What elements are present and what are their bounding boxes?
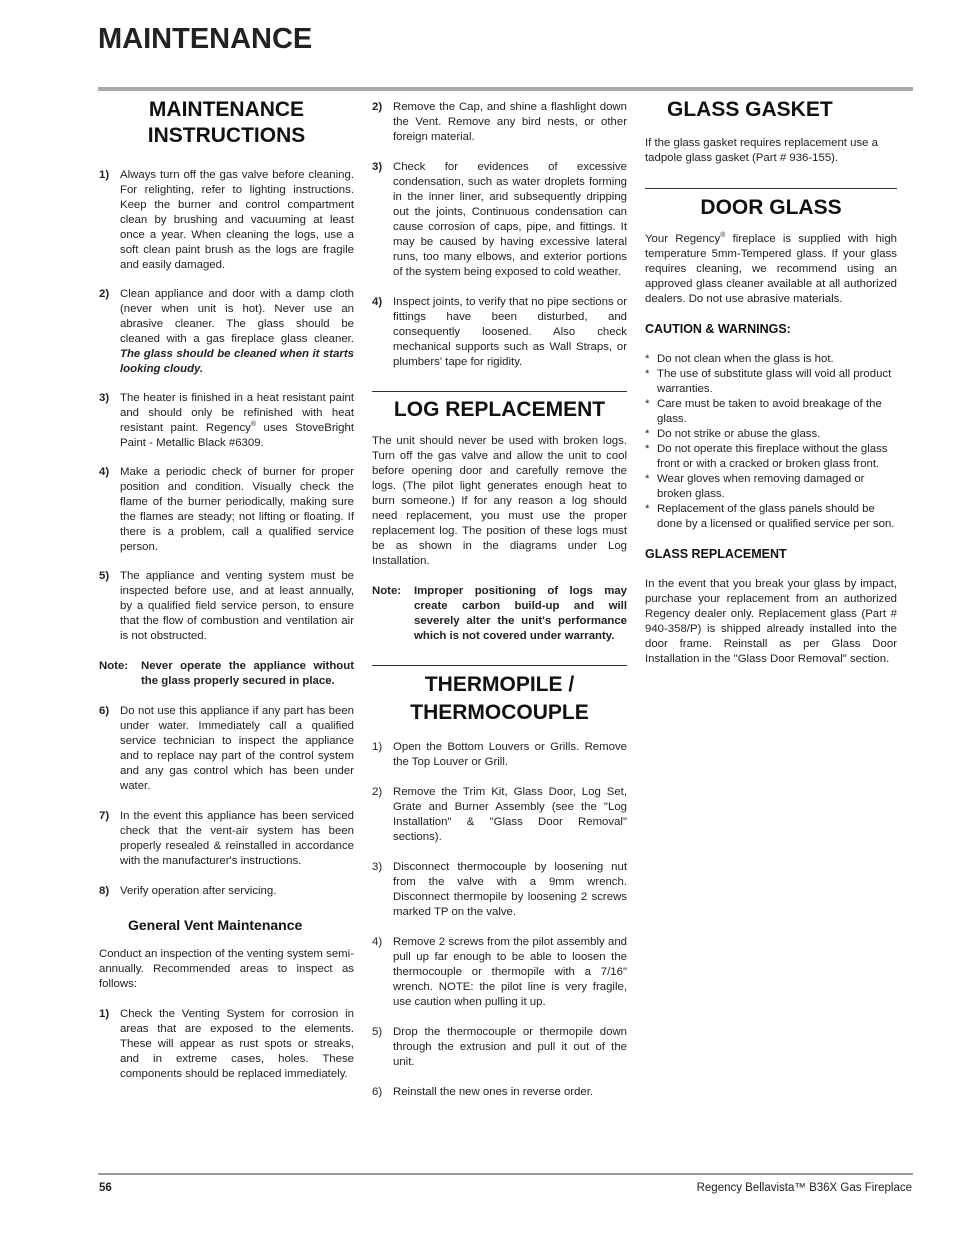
page-title: MAINTENANCE	[98, 23, 313, 55]
glass-gasket-title: GLASS GASKET	[667, 98, 833, 121]
log-replacement-title: LOG REPLACEMENT	[393, 398, 606, 421]
list-item: 2) Clean appliance and door with a damp cloth (never when unit is hot). Never use an abrasive cleaner. The glass should be cleaned with a gas fireplace glass cleaner. The glass should be cleaned when it starts looking cloudy.	[99, 288, 354, 375]
thermopile-title: THERMOPILE / THERMOCOUPLE	[410, 673, 589, 724]
list-item: 3) Disconnect thermocouple by loosening nut from the valve with a 9mm wrench. Disconnect thermopile by loosening 2 screws marked TP on the valve.	[372, 861, 627, 918]
list-item: 6) Reinstall the new ones in reverse order.	[372, 1086, 594, 1098]
glass-note: Note: Never operate the appliance without the glass properly secured in place.	[99, 660, 354, 687]
list-item: 8) Verify operation after servicing.	[99, 885, 277, 897]
general-vent-maintenance-heading: General Vent Maintenance	[128, 917, 303, 933]
glass-replacement-body: In the event that you break your glass by impact, purchase your replacement from an authorized Regency dealer only. Replacement glass (Part # 940-358/P) is shipped already installed into the door frame. Reinstall as per Glass Door Installation in the "Glass Door Removal" section.	[645, 578, 897, 665]
door-glass-title: DOOR GLASS	[700, 196, 842, 219]
list-item: 5) The appliance and venting system must be inspected before use, and at least annually, by a qualified field service person, to ensure that the flow of combustion and ventilation air is not obstructed.	[99, 570, 354, 642]
column-left	[99, 96, 354, 1082]
door-glass-section	[645, 195, 897, 667]
maintenance-instructions-section	[99, 97, 354, 1082]
list-item: * Do not operate this fireplace without the glass front or with a cracked or broken glass front.	[645, 443, 888, 470]
list-item: 1) Open the Bottom Louvers or Grills. Remove the Top Louver or Grill.	[372, 741, 627, 768]
list-item: 1) Always turn off the gas valve before cleaning. For relighting, refer to lighting instructions. Keep the burner and control compartment clean by brushing and vacuuming at least once a year. When cleaning the logs, use a soft clean paint brush as the logs are fragile and easily damaged.	[99, 169, 354, 271]
list-item: 1) Check the Venting System for corrosion in areas that are exposed to the elements. These will appear as rust spots or streaks, and in extreme cases, holes. These components should be replaced immediately.	[99, 1008, 354, 1080]
list-item: 5) Drop the thermocouple or thermopile down through the extrusion and pull it out of the unit.	[372, 1026, 627, 1068]
footer-divider	[98, 1173, 913, 1175]
section-divider	[372, 391, 627, 392]
list-item: * Care must be taken to avoid breakage of the glass.	[645, 398, 882, 425]
caution-list	[645, 352, 897, 532]
list-item: * Wear gloves when removing damaged or broken glass.	[645, 473, 865, 500]
list-item: 4) Make a periodic check of burner for proper position and condition. Visually check the flame of the burner periodically, making sure the flames are steady; not lifting or floating. If there is a problem, call a qualified service person.	[99, 466, 354, 553]
footer-product-name: Regency Bellavista™ B36X Gas Fireplace	[696, 1182, 912, 1194]
section-divider	[645, 188, 897, 189]
list-item: * Replacement of the glass panels should be done by a licensed or qualified service per son.	[645, 503, 895, 530]
glass-gasket-body: If the glass gasket requires replacement use a tadpole glass gasket (Part # 936-155).	[645, 137, 879, 164]
list-item: 4) Inspect joints, to verify that no pipe sections or fittings have been disturbed, and consequently loosened. Also check mechanical supports such as Wall Straps, or plumbers' tape for rigidity.	[372, 296, 627, 368]
list-item: 4) Remove 2 screws from the pilot assembly and pull up far enough to be able to loosen the thermocouple or thermopile with a 7/16" wrench. NOTE: the pilot line is very fragile, use caution when pulling it up.	[372, 936, 627, 1008]
list-item: 3) The heater is finished in a heat resistant paint and should only be refinished with heat resistant paint. Regency® uses StoveBright Paint - Metallic Black #6309.	[99, 392, 354, 449]
section-divider	[372, 665, 627, 666]
list-item: * Do not strike or abuse the glass.	[645, 428, 821, 440]
maintenance-instructions-title: MAINTENANCE INSTRUCTIONS	[147, 98, 306, 147]
vent-intro: Conduct an inspection of the venting system semi-annually. Recommended areas to inspect as follows:	[99, 948, 354, 990]
door-glass-body: Your Regency® fireplace is supplied with high temperature 5mm-Tempered glass. If your glass requires cleaning, we recommend using an approved glass cleaner available at all authorized dealers. Do not use abrasive materials.	[645, 232, 898, 305]
list-item: * The use of substitute glass will void all product warranties.	[645, 368, 892, 395]
glass-replacement-heading: GLASS REPLACEMENT	[645, 547, 787, 561]
list-item: 6) Do not use this appliance if any part has been under water. Immediately call a qualified service technician to inspect the appliance and to replace nay part of the control system and any gas control which has been under water.	[99, 705, 354, 792]
glass-gasket-section	[645, 97, 897, 166]
log-replacement-section	[372, 397, 627, 644]
log-note: Note: Improper positioning of logs may create carbon build-up and will severely alter the unit's performance which is not covered under warranty.	[372, 585, 627, 642]
list-item: 2) Remove the Cap, and shine a flashlight down the Vent. Remove any bird nests, or other foreign material.	[372, 101, 627, 143]
log-replacement-body: The unit should never be used with broken logs. Turn off the gas valve and allow the unit to cool before opening door and carefully remove the logs. (The pilot light generates enough heat to burn someone.) If for any reason a log should need replacement, you must use the proper replacement log. The position of these logs must be as shown in the diagrams under Log Installation.	[372, 435, 627, 567]
glass-cleaning-emphasis: The glass should be cleaned when it starts looking cloudy.	[120, 348, 354, 375]
list-item: 2) Remove the Trim Kit, Glass Door, Log Set, Grate and Burner Assembly (see the "Log Installation" & "Glass Door Removal" sections).	[372, 786, 627, 843]
page-number: 56	[99, 1182, 112, 1194]
column-middle	[372, 96, 627, 1100]
list-item: 3) Check for evidences of excessive condensation, such as water droplets forming in the inner liner, and subsequently dripping out the joints, Continuous condensation can cause corrosion of caps, pipe, and fittings. It may be caused by having excessive lateral runs, too many elbows, and exterior portions of the system being exposed to cold weather.	[372, 161, 627, 278]
thermopile-section	[372, 671, 627, 1100]
list-item: 7) In the event this appliance has been serviced check that the vent-air system has been properly resealed & reinstalled in accordance with the manufacturer's instructions.	[99, 810, 354, 867]
list-item: * Do not clean when the glass is hot.	[645, 353, 834, 365]
caution-heading: CAUTION & WARNINGS:	[645, 322, 791, 336]
header-divider	[98, 87, 913, 91]
column-right	[645, 96, 897, 667]
